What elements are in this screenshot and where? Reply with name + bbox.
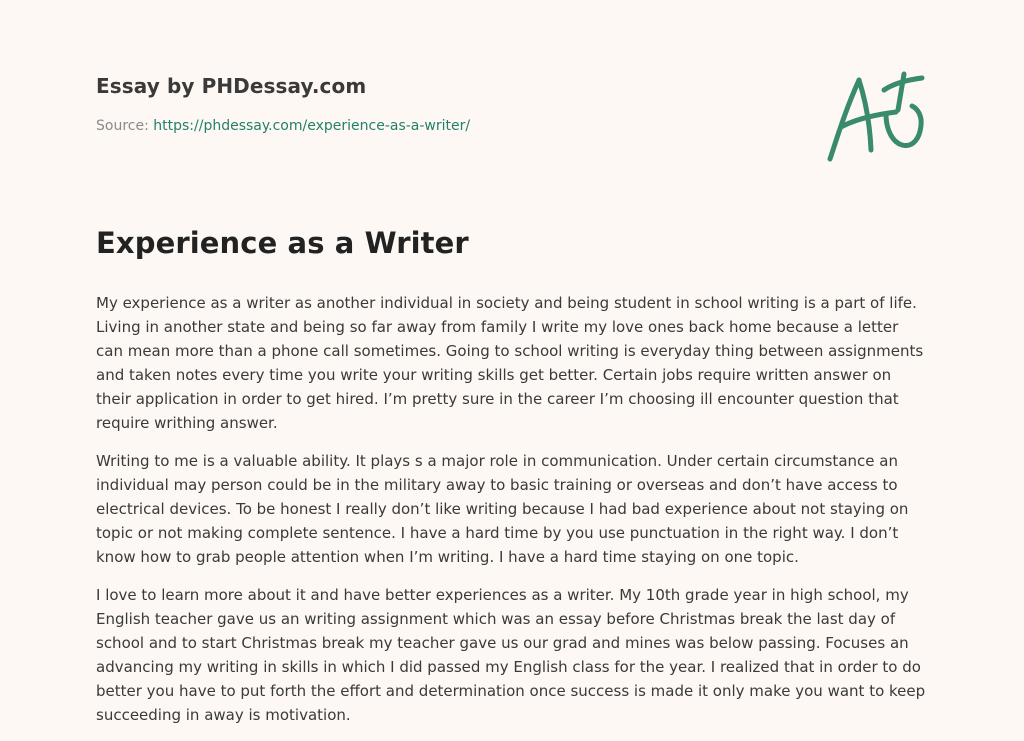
essay-paragraph: I love to learn more about it and have better experiences as a writer. My 10th grade year in high school, my English teacher gave us an writing assignment which was an essay before Christmas break the last day of school and to start Christmas break my teacher gave us our grad and mines was below passing. Focuses an advancing my writing in skills in which I did passed my English class for the year. I realized that in order to do better you have to put forth the effort and determination once success is made it only make you want to keep succeeding in away is motivation. (96, 585, 926, 724)
page-header (96, 74, 796, 134)
essay-title: Experience as a Writer (96, 226, 469, 260)
source-line (96, 118, 796, 134)
site-brand: Essay by PHDessay.com (96, 74, 367, 98)
a-plus-logo-icon (820, 66, 928, 166)
essay-paragraph: Writing to me is a valuable ability. It plays s a major role in communication. Under certain circumstance an individual may person could be in the military away to basic training or overseas and don’t have access to electrical devices. To be honest I really don’t like writing because I had bad experience about not staying on topic or not making complete sentence. I have a hard time by you use punctuation in the right way. I don’t know how to grab people attention when I’m writing. I have a hard time staying on one topic. (96, 451, 909, 566)
source-link[interactable]: https://phdessay.com/experience-as-a-writer/ (153, 118, 471, 134)
essay-paragraph: My experience as a writer as another individual in society and being student in school writing is a part of life. Living in another state and being so far away from family I write my love ones back home because a letter can mean more than a phone call sometimes. Going to school writing is everyday thing between assignments and taken notes every time you write your writing skills get better. Certain jobs require written answer on their application in order to get hired. I’m pretty sure in the career I’m choosing ill encounter question that require writhing answer. (96, 293, 924, 432)
source-label: Source: (96, 118, 149, 134)
essay-article (96, 226, 928, 741)
essay-body (96, 291, 928, 727)
